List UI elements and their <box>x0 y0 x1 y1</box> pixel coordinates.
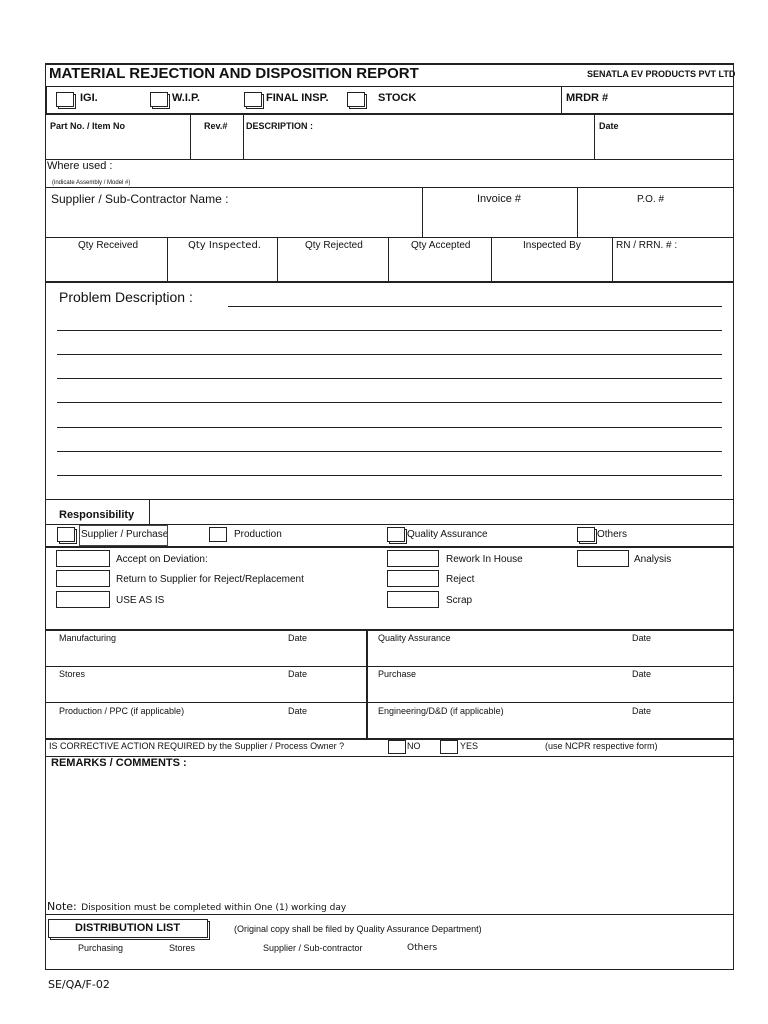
supplier-purchase-checkbox[interactable] <box>57 527 75 542</box>
where-used-hint: (indicate Assembly / Model #) <box>52 180 131 186</box>
others-label: Others <box>597 529 628 540</box>
responsibility-title: Responsibility <box>59 509 135 521</box>
accept-on-deviation-checkbox[interactable] <box>56 550 110 567</box>
no-label: NO <box>407 741 421 751</box>
dist-others: Others <box>407 943 438 953</box>
purchase-label: Purchase <box>378 669 417 679</box>
remarks-area[interactable] <box>46 772 733 892</box>
problem-line[interactable] <box>57 451 722 452</box>
rework-in-house-label: Rework In House <box>446 554 523 565</box>
use-as-is-checkbox[interactable] <box>56 591 110 608</box>
production-label: Production <box>234 529 282 540</box>
quality-assurance-label: Quality Assurance <box>407 529 488 540</box>
note-text: Disposition must be completed within One (1) working day <box>81 903 347 913</box>
production-checkbox[interactable] <box>209 527 227 542</box>
rev-label: Rev.# <box>204 121 228 131</box>
return-to-supplier-label: Return to Supplier for Reject/Replacement <box>116 574 304 585</box>
form-title: MATERIAL REJECTION AND DISPOSITION REPORT <box>49 65 419 82</box>
supplier-purchase-frame <box>79 525 168 546</box>
purchase-date-label: Date <box>632 669 652 679</box>
reject-checkbox[interactable] <box>387 570 439 587</box>
problem-line[interactable] <box>57 354 722 355</box>
reject-label: Reject <box>446 574 475 585</box>
supplier-name-label: Supplier / Sub-Contractor Name : <box>51 192 229 206</box>
part-no-label: Part No. / Item No <box>50 121 126 131</box>
use-as-is-label: USE AS IS <box>116 595 165 606</box>
manufacturing-date-label: Date <box>288 633 308 643</box>
qty-inspected-label: Qty Inspected. <box>188 240 261 251</box>
accept-on-deviation-label: Accept on Deviation: <box>116 554 208 565</box>
stock-checkbox[interactable] <box>347 92 365 107</box>
scrap-label: Scrap <box>446 595 473 606</box>
production-ppc-date-label: Date <box>288 706 308 716</box>
inspected-by-label: Inspected By <box>523 240 581 251</box>
distribution-note: (Original copy shall be filed by Quality Assurance Department) <box>234 924 482 934</box>
analysis-label: Analysis <box>634 554 672 565</box>
others-checkbox[interactable] <box>577 527 595 542</box>
problem-line[interactable] <box>228 306 722 307</box>
po-label: P.O. # <box>637 194 665 205</box>
where-used-label: Where used : <box>47 160 113 172</box>
corrective-action-question: IS CORRECTIVE ACTION REQUIRED by the Supplier / Process Owner ? <box>49 741 345 751</box>
rework-in-house-checkbox[interactable] <box>387 550 439 567</box>
wip-checkbox[interactable] <box>150 92 168 107</box>
rn-rrn-label: RN / RRN. # : <box>616 240 678 251</box>
problem-line[interactable] <box>57 427 722 428</box>
scrap-checkbox[interactable] <box>387 591 439 608</box>
production-ppc-label: Production / PPC (if applicable) <box>59 706 185 716</box>
problem-line[interactable] <box>57 330 722 331</box>
engineering-label: Engineering/D&D (if applicable) <box>378 706 504 716</box>
stores-date-label: Date <box>288 669 308 679</box>
dist-supplier: Supplier / Sub-contractor <box>263 943 363 953</box>
mrdr-label: MRDR # <box>566 92 609 104</box>
analysis-checkbox[interactable] <box>577 550 629 567</box>
distribution-list-title: DISTRIBUTION LIST <box>75 922 181 934</box>
stores-label: Stores <box>59 669 86 679</box>
problem-line[interactable] <box>57 475 722 476</box>
manufacturing-label: Manufacturing <box>59 633 117 643</box>
igi-label: IGI. <box>80 92 98 104</box>
remarks-label: REMARKS / COMMENTS : <box>51 757 187 769</box>
stock-label: STOCK <box>378 92 417 104</box>
qty-rejected-label: Qty Rejected <box>305 240 363 251</box>
form-code: SE/QA/F-02 <box>48 978 110 991</box>
qty-received-label: Qty Received <box>78 240 139 251</box>
quality-assurance-checkbox[interactable] <box>387 527 405 542</box>
problem-line[interactable] <box>57 402 722 403</box>
qty-accepted-label: Qty Accepted <box>411 240 471 251</box>
no-checkbox[interactable] <box>388 740 406 754</box>
igi-checkbox[interactable] <box>56 92 74 107</box>
return-to-supplier-checkbox[interactable] <box>56 570 110 587</box>
final-insp-label: FINAL INSP. <box>266 92 329 104</box>
qa-signoff-label: Quality Assurance <box>378 633 451 643</box>
note-prefix: Note: <box>47 900 77 913</box>
company-name: SENATLA EV PRODUCTS PVT LTD <box>587 69 736 79</box>
dist-stores: Stores <box>169 943 196 953</box>
final-insp-checkbox[interactable] <box>244 92 262 107</box>
wip-label: W.I.P. <box>172 92 200 104</box>
engineering-date-label: Date <box>632 706 652 716</box>
yes-label: YES <box>460 741 479 751</box>
date-label: Date <box>599 121 619 131</box>
problem-description-label: Problem Description : <box>59 289 193 305</box>
description-label: DESCRIPTION : <box>246 121 314 131</box>
ncpr-note: (use NCPR respective form) <box>545 741 658 751</box>
qa-date-label: Date <box>632 633 652 643</box>
supplier-purchase-label: Supplier / Purchase <box>81 529 169 540</box>
yes-checkbox[interactable] <box>440 740 458 754</box>
problem-line[interactable] <box>57 378 722 379</box>
dist-purchasing: Purchasing <box>78 943 124 953</box>
invoice-label: Invoice # <box>477 193 522 205</box>
note-line <box>47 898 346 914</box>
